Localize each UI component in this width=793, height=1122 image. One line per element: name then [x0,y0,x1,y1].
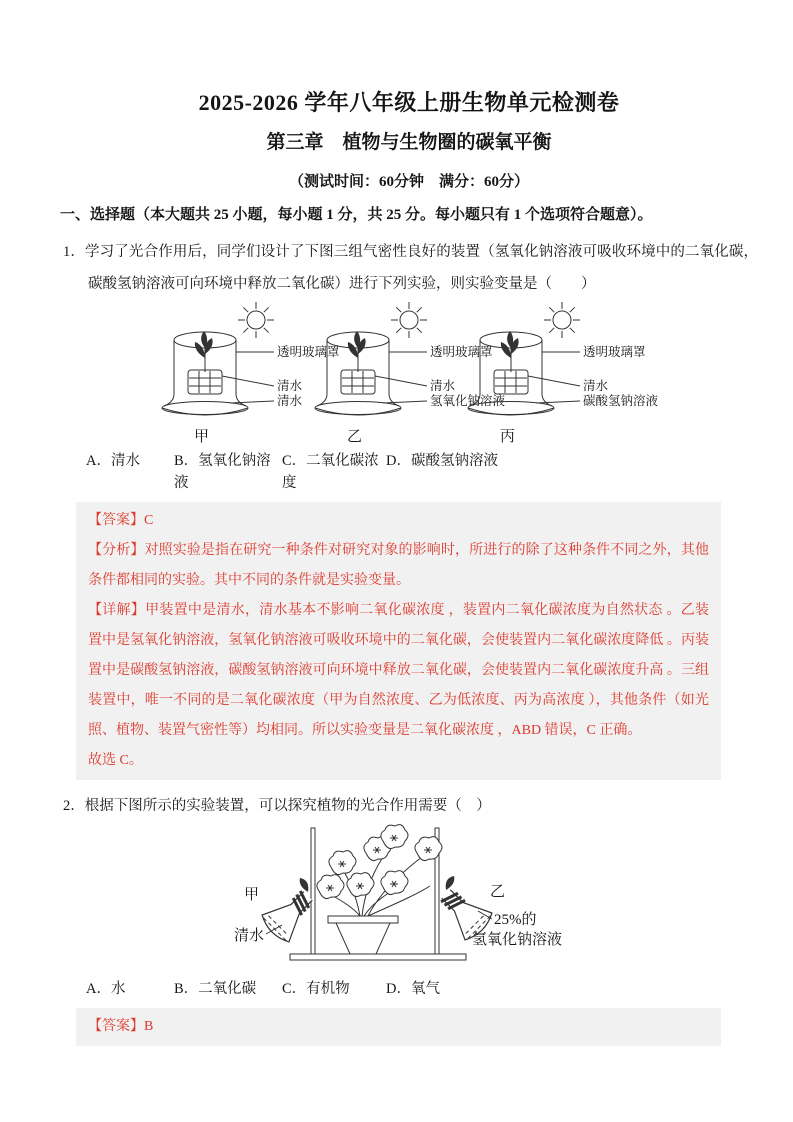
question2-stem [63,790,758,822]
question1-option-b: B．氢氧化钠溶液 [174,453,271,491]
question1-stem [63,236,758,300]
potted-plant [341,331,375,394]
question2-answer-block [76,1008,721,1046]
plant [300,825,455,916]
question2-diagram [232,822,592,972]
question1-answer-block [76,502,721,780]
answer-value: C [144,513,154,528]
label-water: 清水 [277,379,303,393]
question1-stem-text: 学习了光合作用后，同学们设计了下图三组气密性良好的装置（氢氧化钠溶液可吸收环境中的二氧化碳，碳酸氢钠溶液可向环境中释放二氧化碳）进行下列实验，则实验变量是（ ） [85,244,759,292]
label-water: 清水 [583,379,609,393]
label-liquid: 清水 [277,394,303,408]
question1-detail: 【详解】甲装置中是清水，清水基本不影响二氧化碳浓度 ，装置内二氧化碳浓度为自然状态 。乙装置中是氢氧化钠溶液，氢氧化钠溶液可吸收环境中的二氧化碳，会使装置内二氧化碳浓度降低 。丙装置中是碳酸氢钠溶液，碳酸氢钠溶液可向环境中释放二氧化碳，会使装置内二氧化碳浓度升高 。三组装置中，唯一不同的是二氧化碳浓度（甲为自然浓度、乙为低浓度、丙为高浓度 ），其他条件（如光照、植物、装置气密性等）均相同。所以实验变量是二氧化碳浓度 ，ABD 错误，C 正确。 [88,603,709,738]
question1-option-a: A．清水 [86,453,140,469]
label-left-name: 甲 [244,887,260,903]
question2-option-c: C．有机物 [282,981,350,997]
question2-options [86,978,758,1000]
question1-conclusion: 故选 C。 [88,753,143,768]
potted-plant [494,331,528,394]
label-cover: 透明玻璃罩 [430,345,493,359]
question2-option-b: B．二氧化碳 [174,981,257,997]
label-right-liquid-1: 25%的 [494,912,537,928]
question2-number: 2． [63,798,85,814]
bell-jar-unit-jia [162,302,340,444]
question1-option-d: D．碳酸氢钠溶液 [386,453,498,469]
question1-number: 1． [63,244,86,260]
unit-name: 丙 [500,429,516,444]
label-right-name: 乙 [490,884,506,900]
chapter-title: 第三章 植物与生物圈的碳氧平衡 [266,132,552,153]
label-cover: 透明玻璃罩 [583,345,646,359]
question2-stem-text: 根据下图所示的实验装置，可以探究植物的光合作用需要（ ） [84,798,491,814]
section-heading: 一、选择题（本大题共 25 小题，每小题 1 分，共 25 分。每小题只有 1 个选项符合题意）。 [60,207,653,223]
meta-line: （测试时间：60分钟 满分：60分） [288,174,529,190]
label-liquid: 氢氧化钠溶液 [430,394,506,408]
question1-diagram [148,302,684,444]
question2-answer-line [88,1012,709,1042]
paper-title: 2025-2026 学年八年级上册生物单元检测卷 [198,90,620,115]
bell-jar-unit-yi [315,302,506,444]
sun-icon [391,302,427,338]
answer-label: 【答案】 [88,513,144,528]
label-left-liquid: 清水 [234,928,265,944]
unit-name: 甲 [194,429,210,444]
label-water: 清水 [430,379,456,393]
sun-icon [238,302,274,338]
answer-value: B [144,1019,154,1034]
question2-option-a: A．水 [86,981,126,997]
flower-pot [328,916,398,954]
label-liquid: 碳酸氢钠溶液 [583,394,659,408]
label-right-liquid-2: 氢氧化钠溶液 [472,932,563,948]
question2-option-d: D．氧气 [386,981,440,997]
question1-analysis: 【分析】对照实验是指在研究一种条件对研究对象的影响时，所进行的除了这种条件不同之外，其他条件都相同的实验。其中不同的条件就是实验变量。 [88,543,709,588]
question1-answer-line [88,506,709,536]
bell-jar-unit-bing [468,302,659,444]
question1-option-c: C．二氧化碳浓度 [282,453,379,491]
flask-left [259,883,322,946]
question1-options [86,450,758,494]
potted-plant [188,331,222,394]
answer-label: 【答案】 [88,1019,144,1034]
unit-name: 乙 [347,429,363,444]
label-cover: 透明玻璃罩 [277,345,340,359]
sun-icon [544,302,580,338]
